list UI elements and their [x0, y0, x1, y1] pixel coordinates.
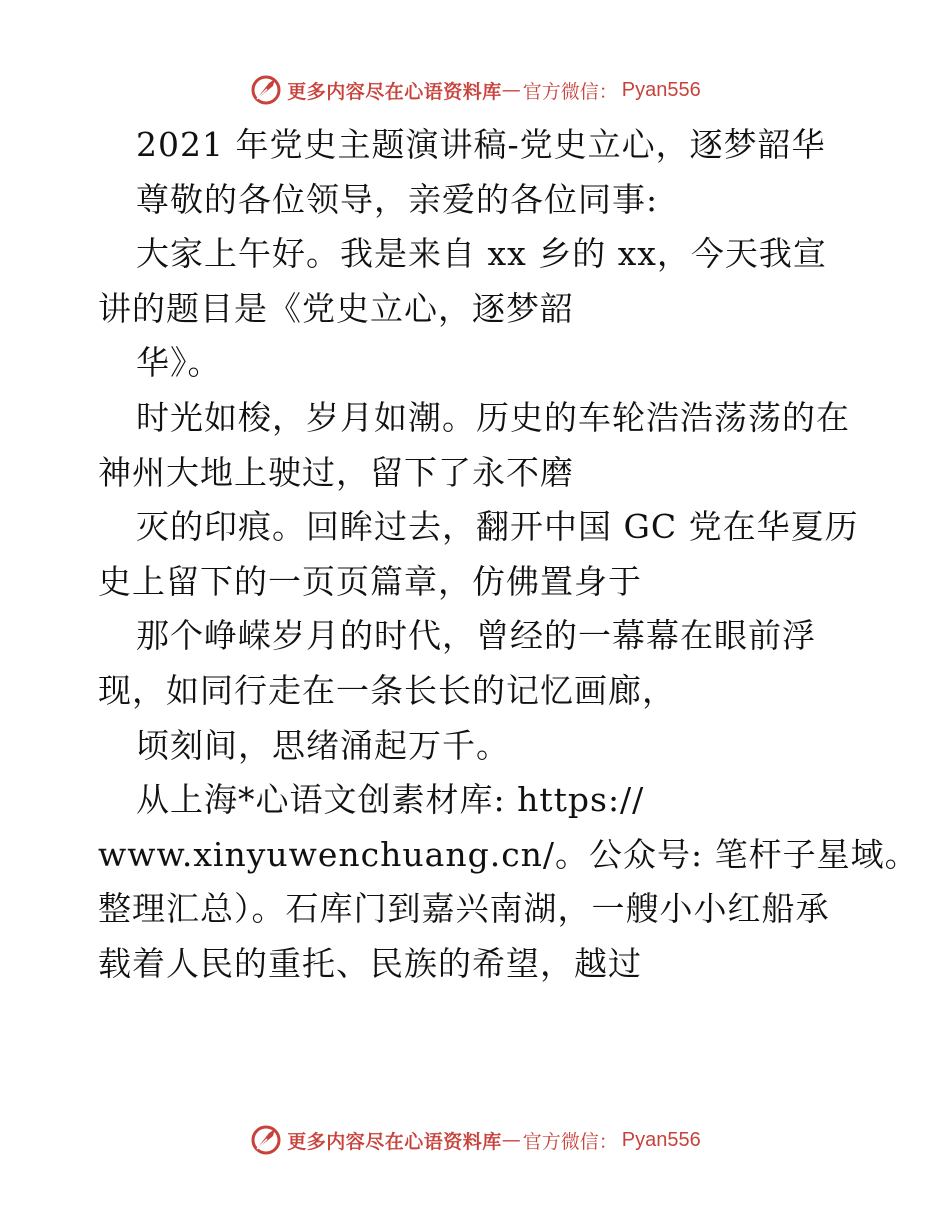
quill-logo-icon	[249, 73, 283, 107]
banner-wechat-id: Pyan556	[621, 1128, 701, 1151]
banner-wechat-id: Pyan556	[621, 78, 701, 101]
banner-main-text: 更多内容尽在心语资料库	[287, 80, 502, 103]
text-line: 整理汇总）。石库门到嘉兴南湖，一艘小小红船承	[98, 889, 830, 929]
text-line: 史上留下的一页页篇章，仿佛置身于	[98, 561, 642, 601]
text-line: 灭的印痕。回眸过去，翻开中国 GC 党在华夏历	[136, 507, 859, 547]
text-line: 载着人民的重托、民族的希望，越过	[98, 943, 642, 983]
quill-logo-icon	[249, 1123, 283, 1157]
text-line: 时光如梭，岁月如潮。历史的车轮浩浩荡荡的在	[136, 397, 850, 437]
text-line: 顷刻间，思绪涌起万千。	[136, 725, 510, 765]
text-line: 神州大地上驶过，留下了永不磨	[98, 452, 574, 492]
banner-dash: —	[501, 1129, 521, 1151]
header-banner	[0, 70, 950, 110]
banner-wechat-label: 官方微信：	[522, 1130, 618, 1153]
text-line: 从上海*心语文创素材库: https://	[136, 780, 645, 820]
banner-dash: —	[501, 79, 521, 101]
text-line: 现，如同行走在一条长长的记忆画廊，	[98, 670, 676, 710]
footer-banner	[0, 1120, 950, 1160]
document-body	[98, 118, 919, 992]
text-line: 尊敬的各位领导，亲爱的各位同事:	[136, 179, 659, 219]
text-line: 华》。	[136, 343, 222, 383]
text-line: www.xinyuwenchuang.cn/。公众号: 笔杆子星域。	[98, 834, 919, 874]
text-line: 大家上午好。我是来自 xx 乡的 xx，今天我宣	[136, 234, 827, 274]
banner-wechat-label: 官方微信：	[522, 80, 618, 103]
text-line: 那个峥嵘岁月的时代，曾经的一幕幕在眼前浮	[136, 616, 816, 656]
text-line: 讲的题目是《党史立心，逐梦韶	[98, 288, 574, 328]
banner-main-text: 更多内容尽在心语资料库	[287, 1130, 502, 1153]
document-title: 2021 年党史主题演讲稿-党史立心，逐梦韶华	[136, 125, 826, 164]
